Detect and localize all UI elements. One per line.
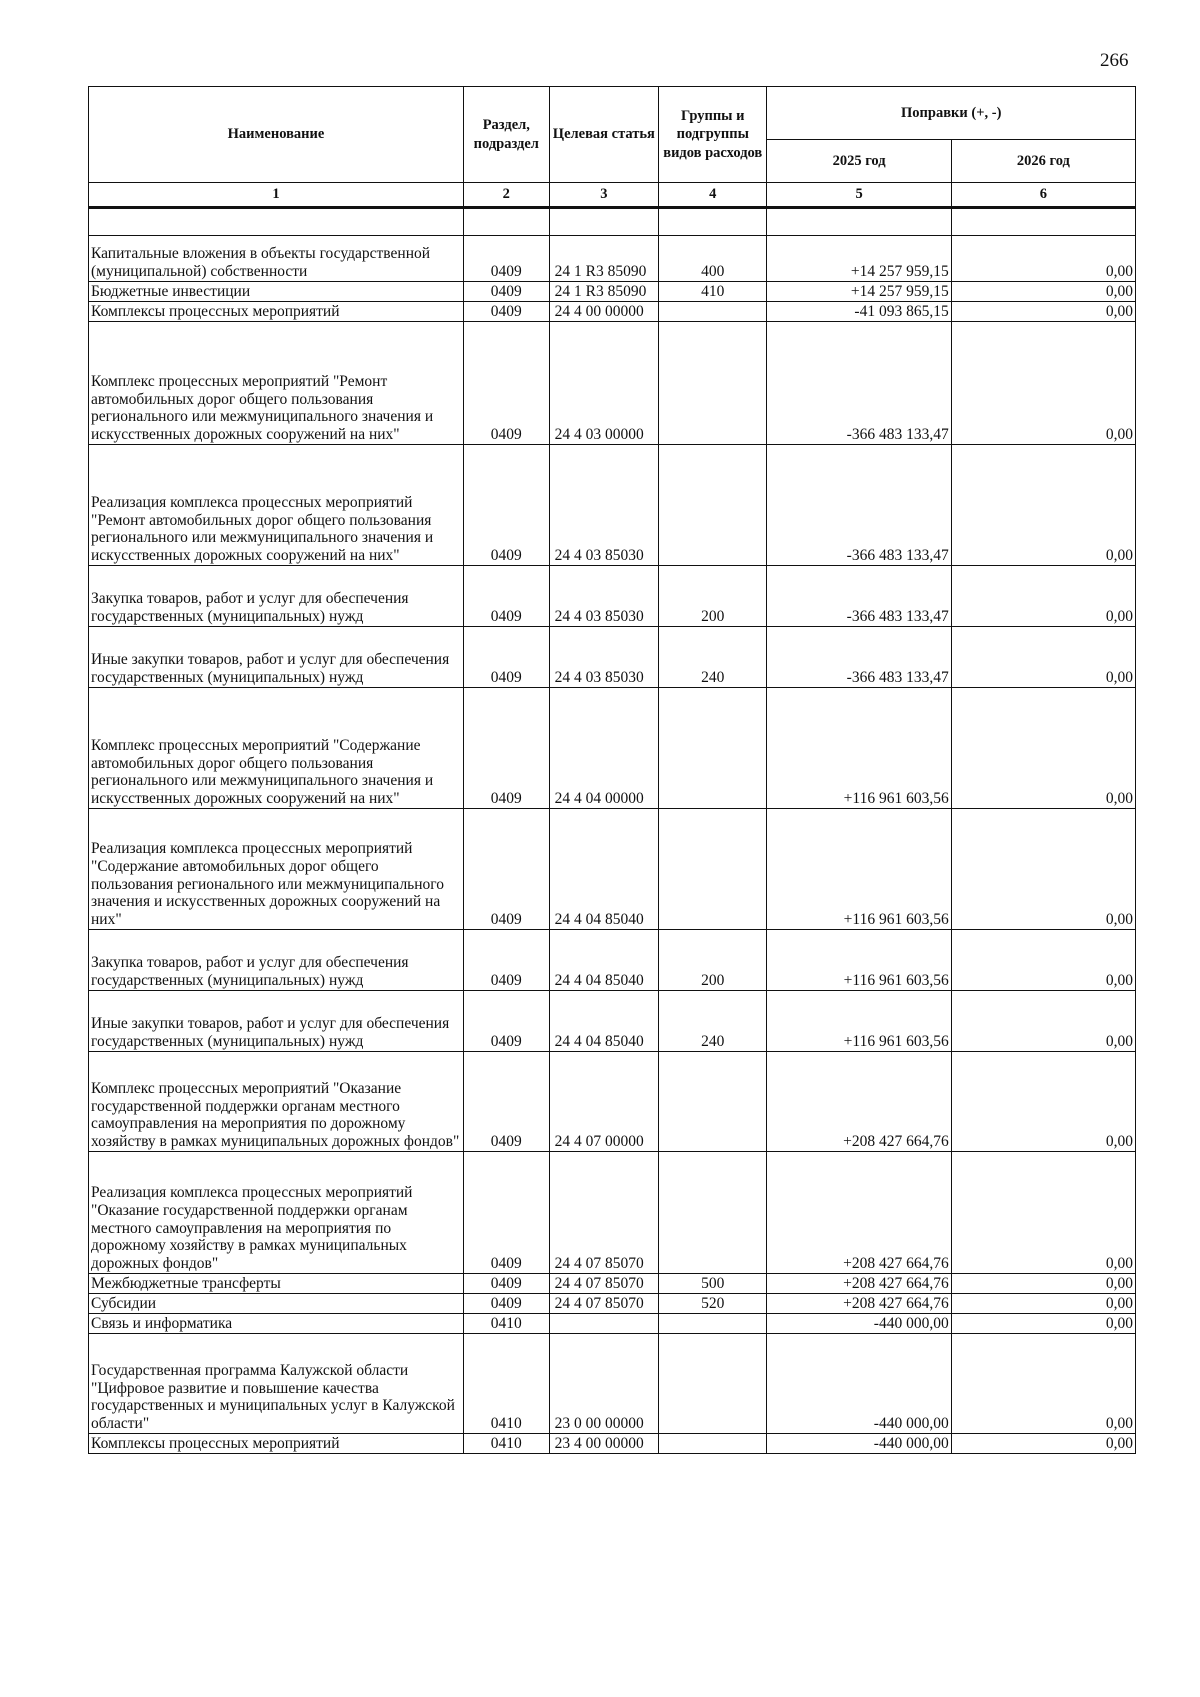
row-amount-2026: 0,00 (951, 1314, 1135, 1334)
row-name: Комплекс процессных мероприятий "Оказание государственной поддержки органам местного самоуправления на мероприятия по дорожному хозяйству в рамках муниципальных дорожных фондов" (89, 1052, 464, 1152)
row-section: 0409 (464, 809, 550, 930)
column-number: 6 (951, 183, 1135, 208)
row-amount-2025: -440 000,00 (767, 1334, 951, 1434)
row-section: 0409 (464, 627, 550, 688)
table-row (89, 236, 1136, 282)
row-expense-group: 520 (659, 1294, 767, 1314)
row-expense-group (659, 302, 767, 322)
row-amount-2026: 0,00 (951, 688, 1135, 809)
column-number: 2 (464, 183, 550, 208)
row-amount-2026: 0,00 (951, 1434, 1135, 1454)
row-target-article: 24 4 04 85040 (549, 991, 658, 1052)
row-name: Комплекс процессных мероприятий "Содержание автомобильных дорог общего пользования регионального или межмуниципального значения и искусственных дорожных сооружений на них" (89, 688, 464, 809)
row-name: Капитальные вложения в объекты государственной (муниципальной) собственности (89, 236, 464, 282)
row-section: 0409 (464, 1152, 550, 1274)
row-amount-2026: 0,00 (951, 322, 1135, 445)
row-expense-group: 500 (659, 1274, 767, 1294)
spacer-row (89, 208, 1136, 236)
row-expense-group (659, 688, 767, 809)
row-section: 0409 (464, 1052, 550, 1152)
header-expense-groups: Группы и подгруппы видов расходов (659, 87, 767, 183)
row-amount-2026: 0,00 (951, 1052, 1135, 1152)
table-row (89, 688, 1136, 809)
row-amount-2026: 0,00 (951, 809, 1135, 930)
row-expense-group: 200 (659, 930, 767, 991)
row-amount-2025: -440 000,00 (767, 1434, 951, 1454)
row-section: 0409 (464, 1274, 550, 1294)
row-target-article: 24 4 07 85070 (549, 1274, 658, 1294)
row-expense-group (659, 445, 767, 566)
row-amount-2025: +14 257 959,15 (767, 236, 951, 282)
row-amount-2025: +208 427 664,76 (767, 1152, 951, 1274)
row-amount-2025: +116 961 603,56 (767, 991, 951, 1052)
row-amount-2025: +208 427 664,76 (767, 1274, 951, 1294)
row-section: 0410 (464, 1314, 550, 1334)
row-amount-2026: 0,00 (951, 302, 1135, 322)
page-number: 266 (1100, 50, 1129, 71)
header-target-article: Целевая статья (549, 87, 658, 183)
row-section: 0409 (464, 930, 550, 991)
row-name: Связь и информатика (89, 1314, 464, 1334)
row-amount-2025: -366 483 133,47 (767, 627, 951, 688)
row-target-article: 24 4 03 00000 (549, 322, 658, 445)
table-row (89, 1052, 1136, 1152)
row-amount-2026: 0,00 (951, 236, 1135, 282)
row-name: Комплексы процессных мероприятий (89, 1434, 464, 1454)
row-target-article: 24 4 07 85070 (549, 1294, 658, 1314)
row-name: Иные закупки товаров, работ и услуг для обеспечения государственных (муниципальных) нужд (89, 627, 464, 688)
header-amendments: Поправки (+, -) (767, 87, 1136, 140)
row-amount-2025: +208 427 664,76 (767, 1052, 951, 1152)
table-row (89, 1334, 1136, 1434)
row-target-article: 24 4 03 85030 (549, 627, 658, 688)
row-amount-2026: 0,00 (951, 1152, 1135, 1274)
row-target-article (549, 1314, 658, 1334)
row-amount-2025: -366 483 133,47 (767, 566, 951, 627)
row-target-article: 24 4 07 85070 (549, 1152, 658, 1274)
row-section: 0410 (464, 1334, 550, 1434)
row-section: 0409 (464, 302, 550, 322)
row-target-article: 24 1 R3 85090 (549, 236, 658, 282)
row-expense-group (659, 809, 767, 930)
row-amount-2025: +116 961 603,56 (767, 688, 951, 809)
row-amount-2026: 0,00 (951, 1274, 1135, 1294)
table-row (89, 566, 1136, 627)
table-row (89, 445, 1136, 566)
row-name: Субсидии (89, 1294, 464, 1314)
column-number: 1 (89, 183, 464, 208)
row-amount-2026: 0,00 (951, 1294, 1135, 1314)
row-expense-group: 200 (659, 566, 767, 627)
row-amount-2026: 0,00 (951, 282, 1135, 302)
column-number: 4 (659, 183, 767, 208)
row-expense-group (659, 1314, 767, 1334)
row-amount-2025: +14 257 959,15 (767, 282, 951, 302)
row-name: Иные закупки товаров, работ и услуг для обеспечения государственных (муниципальных) нужд (89, 991, 464, 1052)
table-row (89, 282, 1136, 302)
table-row (89, 627, 1136, 688)
table-row (89, 809, 1136, 930)
row-section: 0410 (464, 1434, 550, 1454)
table-row (89, 1274, 1136, 1294)
row-target-article: 24 4 04 85040 (549, 930, 658, 991)
row-section: 0409 (464, 991, 550, 1052)
row-target-article: 24 4 00 00000 (549, 302, 658, 322)
table-row (89, 322, 1136, 445)
row-section: 0409 (464, 1294, 550, 1314)
table-row (89, 1434, 1136, 1454)
row-amount-2025: -41 093 865,15 (767, 302, 951, 322)
row-expense-group (659, 1052, 767, 1152)
row-amount-2025: +116 961 603,56 (767, 809, 951, 930)
row-name: Реализация комплекса процессных мероприятий "Ремонт автомобильных дорог общего пользования регионального или межмуниципального значения и искусственных дорожных сооружений на них" (89, 445, 464, 566)
table-row (89, 930, 1136, 991)
row-target-article: 24 4 03 85030 (549, 566, 658, 627)
row-section: 0409 (464, 282, 550, 302)
row-name: Закупка товаров, работ и услуг для обеспечения государственных (муниципальных) нужд (89, 566, 464, 627)
row-expense-group: 410 (659, 282, 767, 302)
row-expense-group (659, 1334, 767, 1434)
table-row (89, 991, 1136, 1052)
row-amount-2026: 0,00 (951, 566, 1135, 627)
row-target-article: 23 0 00 00000 (549, 1334, 658, 1434)
row-target-article: 23 4 00 00000 (549, 1434, 658, 1454)
row-section: 0409 (464, 688, 550, 809)
row-amount-2025: +208 427 664,76 (767, 1294, 951, 1314)
header-section: Раздел, подраздел (464, 87, 550, 183)
row-name: Государственная программа Калужской области "Цифровое развитие и повышение качества государственных и муниципальных услуг в Калужской области" (89, 1334, 464, 1434)
row-target-article: 24 4 04 00000 (549, 688, 658, 809)
row-section: 0409 (464, 445, 550, 566)
row-name: Межбюджетные трансферты (89, 1274, 464, 1294)
column-number: 3 (549, 183, 658, 208)
row-target-article: 24 4 07 00000 (549, 1052, 658, 1152)
row-expense-group (659, 1434, 767, 1454)
table-row (89, 1314, 1136, 1334)
row-amount-2026: 0,00 (951, 991, 1135, 1052)
budget-amendments-table (88, 86, 1136, 1454)
row-name: Комплексы процессных мероприятий (89, 302, 464, 322)
table-row (89, 302, 1136, 322)
row-name: Реализация комплекса процессных мероприятий "Оказание государственной поддержки органам местного самоуправления на мероприятия по дорожному хозяйству в рамках муниципальных дорожных фондов" (89, 1152, 464, 1274)
row-name: Закупка товаров, работ и услуг для обеспечения государственных (муниципальных) нужд (89, 930, 464, 991)
row-amount-2025: -366 483 133,47 (767, 322, 951, 445)
column-number: 5 (767, 183, 951, 208)
row-amount-2025: -366 483 133,47 (767, 445, 951, 566)
row-name: Реализация комплекса процессных мероприятий "Содержание автомобильных дорог общего пользования регионального или межмуниципального значения и искусственных дорожных сооружений на них" (89, 809, 464, 930)
row-section: 0409 (464, 322, 550, 445)
row-expense-group (659, 322, 767, 445)
header-name: Наименование (89, 87, 464, 183)
row-expense-group: 240 (659, 991, 767, 1052)
row-expense-group: 240 (659, 627, 767, 688)
row-expense-group (659, 1152, 767, 1274)
table-row (89, 1294, 1136, 1314)
header-year-2026: 2026 год (951, 140, 1135, 183)
row-amount-2026: 0,00 (951, 445, 1135, 566)
table-row (89, 1152, 1136, 1274)
row-expense-group: 400 (659, 236, 767, 282)
header-year-2025: 2025 год (767, 140, 951, 183)
row-name: Комплекс процессных мероприятий "Ремонт автомобильных дорог общего пользования регионального или межмуниципального значения и искусственных дорожных сооружений на них" (89, 322, 464, 445)
row-amount-2025: +116 961 603,56 (767, 930, 951, 991)
row-name: Бюджетные инвестиции (89, 282, 464, 302)
row-amount-2026: 0,00 (951, 930, 1135, 991)
row-amount-2026: 0,00 (951, 627, 1135, 688)
row-section: 0409 (464, 236, 550, 282)
row-section: 0409 (464, 566, 550, 627)
row-amount-2025: -440 000,00 (767, 1314, 951, 1334)
row-target-article: 24 4 04 85040 (549, 809, 658, 930)
row-amount-2026: 0,00 (951, 1334, 1135, 1434)
row-target-article: 24 4 03 85030 (549, 445, 658, 566)
table-body (89, 208, 1136, 1454)
row-target-article: 24 1 R3 85090 (549, 282, 658, 302)
